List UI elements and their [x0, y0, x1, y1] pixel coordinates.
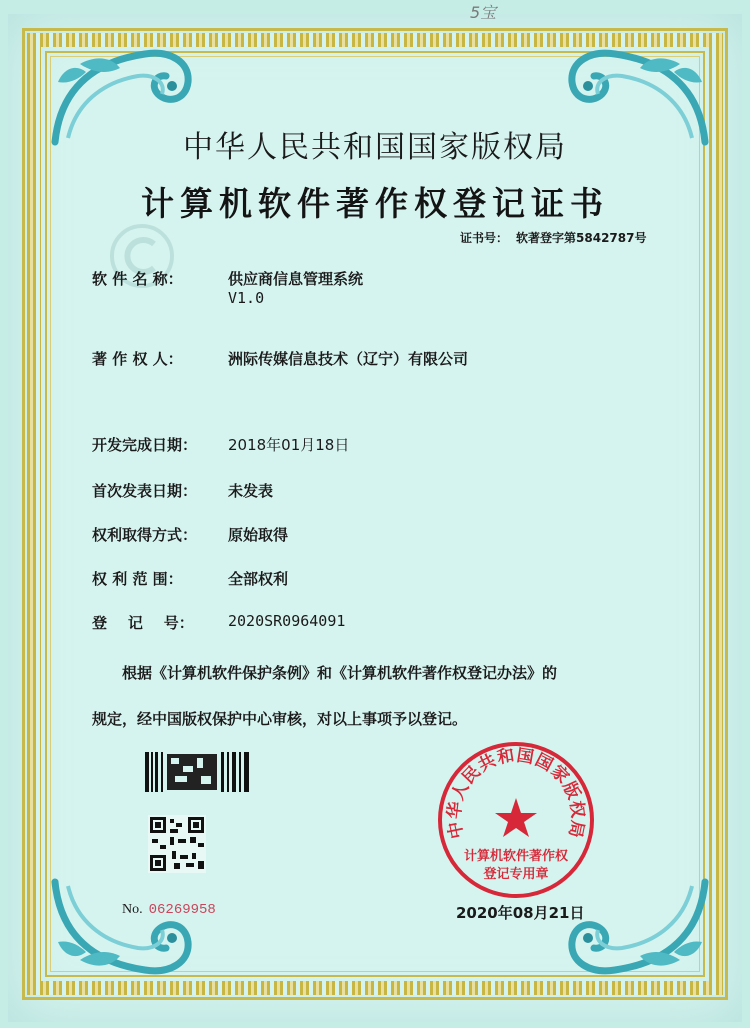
barcode-icon	[145, 752, 251, 792]
field-software-name	[92, 268, 363, 307]
seal-ring-text: 中华人民共和国国家版权局	[444, 745, 588, 841]
certificate-number	[460, 229, 646, 246]
field-label: 开发完成日期：	[92, 436, 198, 454]
qr-code-icon	[148, 815, 206, 873]
field-label: 权 利 范 围：	[92, 570, 183, 588]
serial-value: 06269958	[148, 902, 216, 918]
field-value: 全部权利	[228, 570, 289, 588]
field-label: 软 件 名 称：	[92, 270, 183, 288]
field-label: 首次发表日期：	[92, 482, 198, 500]
field-label: 权利取得方式：	[92, 526, 198, 544]
statement-line-1: 根据《计算机软件保护条例》和《计算机软件著作权登记办法》的	[122, 664, 558, 682]
certificate-number-label: 证书号：	[460, 231, 509, 245]
field-completion-date	[92, 434, 349, 455]
field-copyright-owner	[92, 348, 468, 369]
field-first-publish-date	[92, 480, 273, 501]
issuer-title: 中华人民共和国国家版权局	[183, 130, 567, 165]
issue-date: 2020年08月21日	[456, 904, 585, 922]
seal-line-1: 计算机软件著作权	[463, 849, 568, 864]
field-value	[228, 268, 363, 307]
software-name-value: 供应商信息管理系统	[228, 270, 364, 288]
software-version-value: V1.0	[228, 289, 265, 307]
field-acquisition-method	[92, 524, 288, 545]
field-label: 著 作 权 人：	[92, 350, 183, 368]
certificate-title: 计算机软件著作权登记证书	[141, 184, 609, 223]
field-registration-no	[92, 612, 345, 633]
serial-number	[122, 902, 216, 918]
field-value: 未发表	[228, 482, 274, 500]
certificate-number-value: 软著登字第5842787号	[516, 231, 647, 245]
serial-prefix: No.	[122, 902, 143, 917]
field-value: 2020SR0964091	[228, 612, 346, 630]
field-label: 登 记 号：	[92, 614, 194, 632]
corner-ornament-icon	[50, 872, 200, 982]
seal-line-2: 登记专用章	[483, 867, 549, 882]
statement-line-2: 规定，经中国版权保护中心审核，对以上事项予以登记。	[92, 710, 468, 728]
field-rights-scope	[92, 568, 288, 589]
field-value: 2018年01月18日	[228, 436, 350, 454]
handwritten-annotation: 5宝	[470, 3, 497, 22]
field-value: 洲际传媒信息技术（辽宁）有限公司	[228, 350, 469, 368]
field-value: 原始取得	[228, 526, 289, 544]
